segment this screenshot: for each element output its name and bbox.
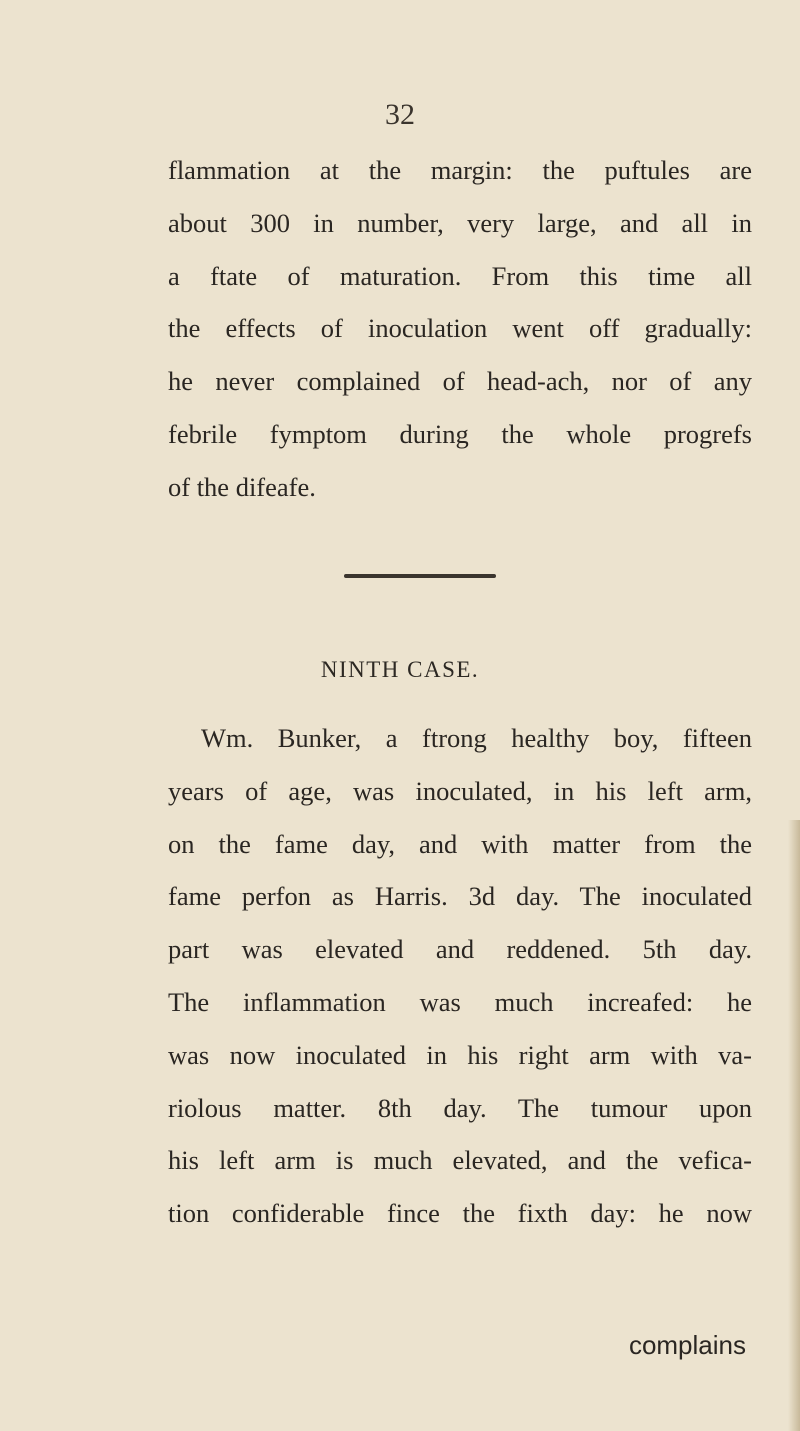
text-line: a ftate of maturation. From this time all bbox=[168, 260, 752, 291]
text-line: The inflammation was much increafed: he bbox=[168, 986, 752, 1017]
text-line: was now inoculated in his right arm with va- bbox=[168, 1039, 752, 1070]
paragraph-continuation bbox=[168, 144, 752, 514]
text-line: tion confiderable fince the fixth day: he now bbox=[168, 1198, 752, 1229]
text-line: about 300 in number, very large, and all in bbox=[168, 207, 752, 238]
text-line: Wm. Bunker, a ftrong healthy boy, fifteen bbox=[201, 723, 752, 753]
text-line: riolous matter. 8th day. The tumour upon bbox=[168, 1092, 752, 1123]
text-line: flammation at the margin: the puftules are bbox=[168, 155, 752, 185]
text-line: part was elevated and reddened. 5th day. bbox=[168, 934, 752, 965]
text-line: he never complained of head-ach, nor of any bbox=[168, 366, 752, 397]
case-heading: NINTH CASE. bbox=[320, 657, 480, 682]
text-line: fame perfon as Harris. 3d day. The inoculated bbox=[168, 881, 752, 912]
text-line: the effects of inoculation went off gradually: bbox=[168, 313, 752, 344]
paragraph-ninth-case bbox=[168, 712, 752, 1240]
catchword: complains bbox=[628, 1330, 746, 1360]
text-line: his left arm is much elevated, and the vefica- bbox=[168, 1145, 752, 1176]
section-divider-rule bbox=[344, 574, 496, 578]
text-line: of the difeafe. bbox=[168, 471, 316, 502]
page-number: 32 bbox=[385, 98, 415, 131]
text-line: on the fame day, and with matter from the bbox=[168, 828, 752, 859]
text-line: febrile fymptom during the whole progrefs bbox=[168, 418, 752, 449]
text-line: years of age, was inoculated, in his left arm, bbox=[168, 775, 752, 806]
page-edge-shadow bbox=[788, 820, 800, 1431]
